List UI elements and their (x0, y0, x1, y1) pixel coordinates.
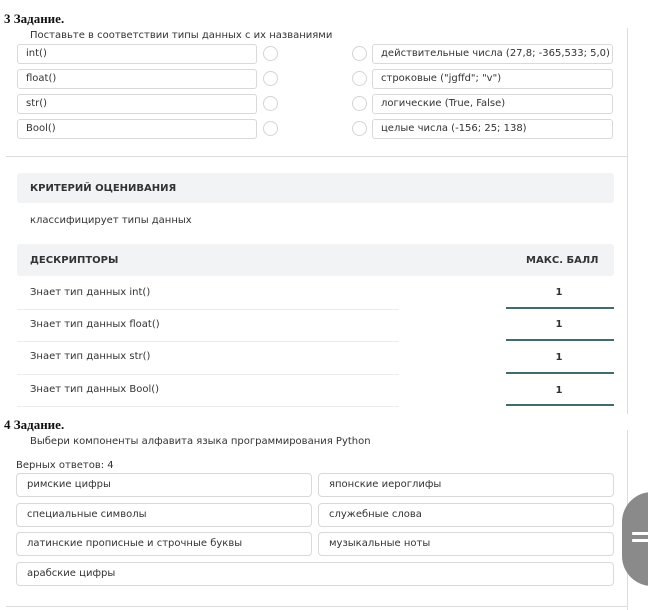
match-right-radio[interactable] (352, 121, 367, 136)
panel-divider (6, 606, 628, 607)
descriptor-score: 1 (555, 287, 563, 298)
answer-option[interactable]: японские иероглифы (318, 473, 614, 497)
match-right-item[interactable]: действительные числа (27,8; -365,533; 5,0) (372, 44, 613, 64)
answer-option[interactable]: римские цифры (16, 473, 312, 497)
match-right-item[interactable]: целые числа (-156; 25; 138) (372, 119, 613, 139)
row-separator (17, 309, 399, 310)
match-left-item[interactable]: float() (17, 69, 257, 89)
match-right-item[interactable]: логические (True, False) (372, 94, 613, 114)
floating-menu-button[interactable] (622, 492, 648, 586)
score-underline (506, 372, 614, 374)
match-left-item[interactable]: int() (17, 44, 257, 64)
match-left-radio[interactable] (263, 121, 278, 136)
descriptor-text: Знает тип данных str() (30, 351, 151, 362)
match-left-radio[interactable] (263, 71, 278, 86)
match-right-radio[interactable] (352, 96, 367, 111)
max-score-header: МАКС. БАЛЛ (526, 255, 599, 266)
row-separator (17, 374, 399, 375)
answer-option[interactable]: музыкальные ноты (318, 532, 614, 556)
row-separator (17, 406, 399, 407)
match-left-item[interactable]: str() (17, 94, 257, 114)
panel-divider (6, 156, 628, 157)
criteria-header: КРИТЕРИЙ ОЦЕНИВАНИЯ (30, 183, 177, 194)
match-right-radio[interactable] (352, 71, 367, 86)
match-right-radio[interactable] (352, 46, 367, 61)
match-left-radio[interactable] (263, 46, 278, 61)
task3-heading: 3 Задание. (4, 11, 65, 26)
answer-option[interactable]: специальные символы (16, 503, 312, 527)
criteria-text: классифицирует типы данных (30, 215, 192, 226)
task4-instruction: Выбери компоненты алфавита языка программирования Python (30, 436, 371, 447)
descriptor-score: 1 (555, 352, 563, 363)
descriptor-text: Знает тип данных Bool() (30, 384, 160, 395)
descriptor-text: Знает тип данных int() (30, 287, 151, 298)
score-underline (506, 404, 614, 406)
descriptors-header: ДЕСКРИПТОРЫ (30, 255, 119, 266)
descriptor-text: Знает тип данных float() (30, 319, 160, 330)
panel-border-right (627, 28, 628, 414)
task4-heading: 4 Задание. (4, 417, 65, 432)
descriptor-score: 1 (555, 319, 563, 330)
score-underline (506, 339, 614, 341)
answer-option[interactable]: латинские прописные и строчные буквы (16, 532, 312, 556)
answer-option[interactable]: арабские цифры (16, 562, 614, 586)
match-right-item[interactable]: строковые ("jgffd"; "v") (372, 69, 613, 89)
descriptor-score: 1 (555, 385, 563, 396)
task3-instruction: Поставьте в соответствии типы данных с их названиями (30, 30, 333, 41)
answer-option[interactable]: служебные слова (318, 503, 614, 527)
match-left-radio[interactable] (263, 96, 278, 111)
match-left-item[interactable]: Bool() (17, 119, 257, 139)
answer-count: Верных ответов: 4 (16, 460, 114, 471)
score-underline (506, 307, 614, 309)
row-separator (17, 341, 399, 342)
